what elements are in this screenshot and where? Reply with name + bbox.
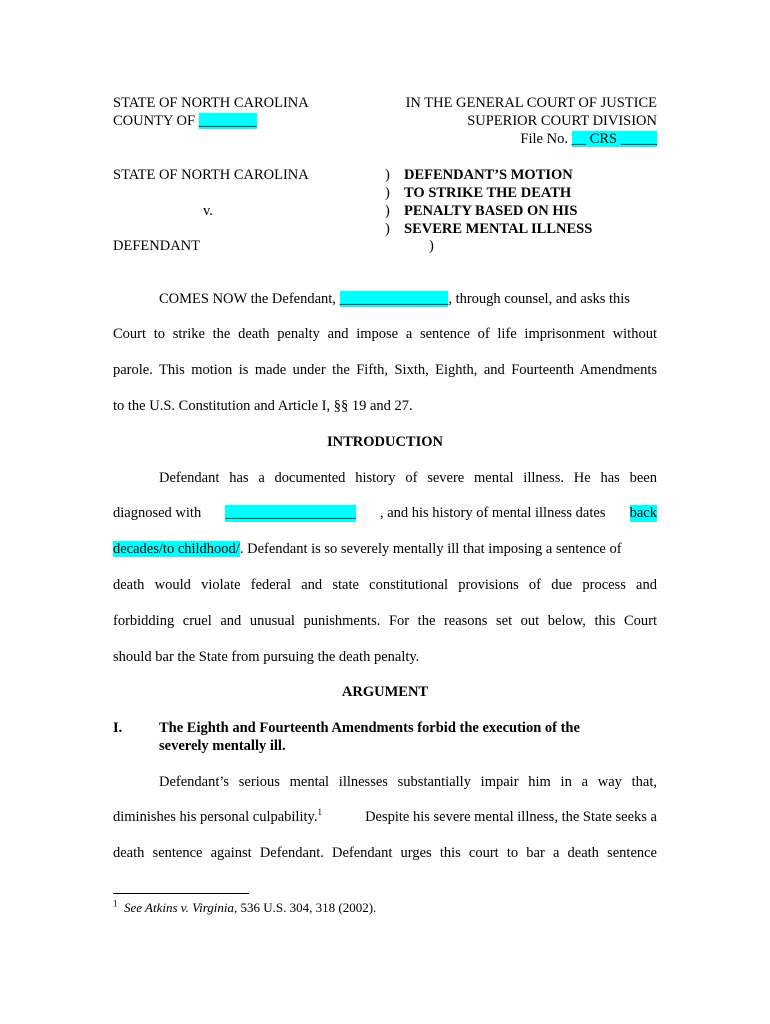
footnote-citation: , 536 U.S. 304, 318 (2002). xyxy=(234,900,377,915)
opening-text: COMES NOW the Defendant, xyxy=(159,291,340,307)
opening-line-4: to the U.S. Constitution and Article I, §§ 19 and 27. xyxy=(113,398,413,414)
history-highlight: decades/to childhood/ xyxy=(113,541,240,557)
caption-paren: ) xyxy=(385,203,390,219)
argument-line-3: death sentence against Defendant. Defendant urges this court to bar a death sentence xyxy=(113,845,657,861)
argument-text: diminishes his personal culpability. xyxy=(113,809,318,825)
footnote-reference[interactable]: 1 xyxy=(317,807,322,818)
party-defendant: DEFENDANT xyxy=(113,238,200,254)
section-title-line-2: severely mentally ill. xyxy=(159,738,286,754)
caption-paren: ) xyxy=(385,221,390,237)
argument-line-1: Defendant’s serious mental illnesses substantially impair him in a way that, xyxy=(159,774,657,790)
motion-title-line: TO STRIKE THE DEATH xyxy=(404,185,572,201)
argument-line-2 xyxy=(113,809,657,826)
county-caption xyxy=(113,113,257,130)
court-name: IN THE GENERAL COURT OF JUSTICE xyxy=(405,95,657,111)
party-state: STATE OF NORTH CAROLINA xyxy=(113,167,309,183)
intro-line-6: should bar the State from pursuing the death penalty. xyxy=(113,649,420,665)
defendant-name-blank: _______________ xyxy=(339,291,449,307)
footnote-separator xyxy=(113,893,249,894)
intro-line-4: death would violate federal and state constitutional provisions of due process and xyxy=(113,577,657,593)
intro-line-5: forbidding cruel and unusual punishments. For the reasons set out below, this Court xyxy=(113,613,657,629)
footnote xyxy=(113,900,376,916)
argument-text xyxy=(113,809,322,826)
intro-line-3 xyxy=(113,541,657,558)
section-title-line-1: The Eighth and Fourteenth Amendments forbid the execution of the xyxy=(159,720,580,736)
caption-paren: ) xyxy=(429,238,434,254)
intro-line-2 xyxy=(113,505,657,522)
diagnosis-blank: __________________ xyxy=(225,505,356,521)
introduction-heading: INTRODUCTION xyxy=(326,434,443,450)
county-blank: ________ xyxy=(198,113,257,129)
caption-paren: ) xyxy=(385,167,390,183)
file-label: File No. xyxy=(520,131,572,147)
section-number: I. xyxy=(113,720,123,736)
motion-title-line: DEFENDANT’S MOTION xyxy=(404,167,573,183)
opening-text: , through counsel, and asks this xyxy=(448,291,630,307)
intro-text: diagnosed with xyxy=(113,505,202,521)
intro-text: . Defendant is so severely mentally ill that imposing a sentence of xyxy=(239,541,622,557)
argument-heading: ARGUMENT xyxy=(341,684,429,700)
caption-paren: ) xyxy=(385,185,390,201)
footnote-case-name: See Atkins v. Virginia xyxy=(124,900,234,915)
motion-title-line: SEVERE MENTAL ILLNESS xyxy=(404,221,593,237)
footnote-marker: 1 xyxy=(113,898,118,909)
argument-text: Despite his severe mental illness, the State seeks a xyxy=(365,809,657,825)
file-blank: __ CRS _____ xyxy=(571,131,657,147)
file-number xyxy=(520,131,657,148)
state-caption: STATE OF NORTH CAROLINA xyxy=(113,95,309,111)
court-division: SUPERIOR COURT DIVISION xyxy=(467,113,657,129)
county-label: COUNTY OF xyxy=(113,113,199,129)
opening-line-3: parole. This motion is made under the Fifth, Sixth, Eighth, and Fourteenth Amendments xyxy=(113,362,657,378)
intro-text: , and his history of mental illness dates xyxy=(379,505,606,521)
opening-line-1 xyxy=(159,291,657,308)
versus: v. xyxy=(203,203,213,219)
intro-line-1: Defendant has a documented history of severe mental illness. He has been xyxy=(159,470,657,486)
opening-line-2: Court to strike the death penalty and impose a sentence of life imprisonment without xyxy=(113,326,657,342)
motion-title-line: PENALTY BASED ON HIS xyxy=(404,203,578,219)
history-highlight: back xyxy=(629,505,657,521)
